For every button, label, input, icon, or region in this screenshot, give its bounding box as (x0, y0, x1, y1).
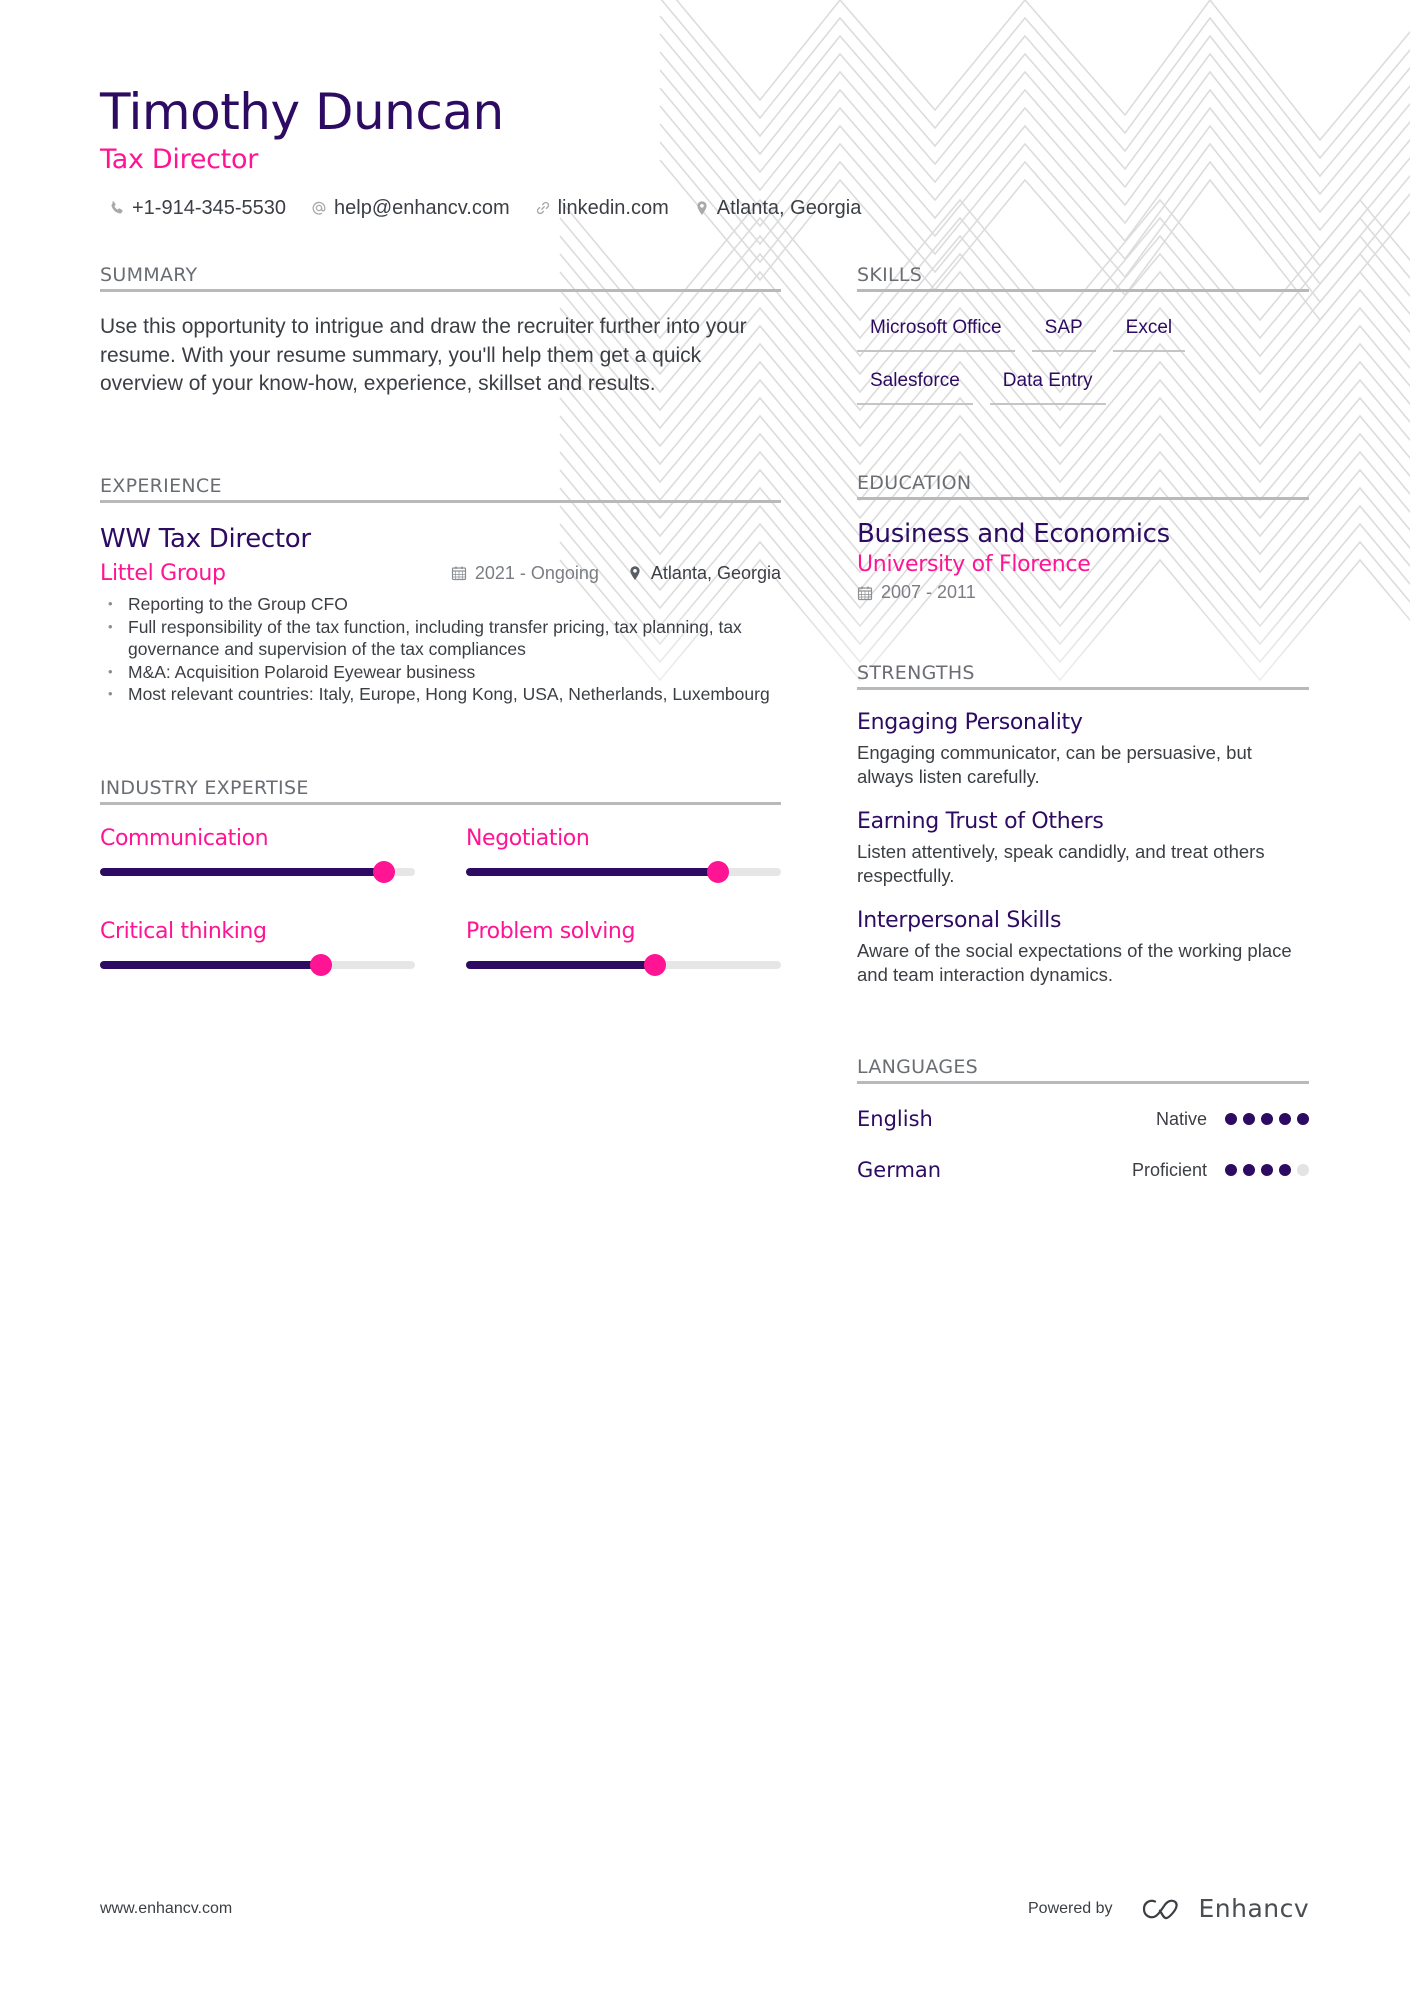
skill-tag: SAP (1032, 302, 1096, 352)
expertise-slider (100, 861, 415, 883)
strength-item (857, 807, 1309, 888)
expertise-label: Negotiation (466, 826, 590, 851)
location-pin-icon (693, 199, 711, 217)
language-proficiency (1132, 1160, 1309, 1181)
bullet-item: • Most relevant countries: Italy, Europe, Hong Kong, USA, Netherlands, Luxembourg (100, 683, 781, 706)
skill-tag: Salesforce (857, 355, 973, 405)
linkedin-text: linkedin.com (557, 196, 669, 219)
language-item-english (857, 1104, 1309, 1134)
dot-filled (1225, 1164, 1237, 1176)
strength-item (857, 906, 1309, 987)
candidate-title: Tax Director (100, 144, 258, 175)
section-heading-experience: EXPERIENCE (100, 475, 781, 503)
job-title: WW Tax Director (100, 524, 311, 554)
strengths-section (857, 662, 1309, 987)
job-dates-text: 2021 - Ongoing (474, 562, 599, 583)
expertise-label: Communication (100, 826, 269, 851)
strength-description: Aware of the social expectations of the working place and team interaction dynamics. (857, 940, 1292, 985)
dot-filled (1279, 1164, 1291, 1176)
dot-filled (1225, 1113, 1237, 1125)
slider-fill (466, 868, 718, 876)
job-dates (451, 563, 599, 584)
language-name: English (857, 1107, 933, 1131)
footer-website-link[interactable]: www.enhancv.com (100, 1900, 233, 1917)
expertise-label: Critical thinking (100, 919, 267, 944)
dot-filled (1297, 1113, 1309, 1125)
strength-description: Engaging communicator, can be persuasive, but always listen carefully. (857, 742, 1252, 787)
language-level: Native (1155, 1108, 1207, 1129)
proficiency-dots (1225, 1164, 1309, 1176)
footer-branding[interactable] (1028, 1894, 1309, 1923)
job-meta (423, 563, 781, 584)
slider-thumb (310, 954, 332, 976)
slider-thumb (707, 861, 729, 883)
skill-tag: Excel (1113, 302, 1185, 352)
expertise-slider (466, 861, 781, 883)
strength-item (857, 708, 1309, 789)
experience-section (100, 475, 781, 706)
language-item-german (857, 1155, 1309, 1185)
summary-text: Use this opportunity to intrigue and draw the recruiter further into your resume. With your resume summary, you'll help them get a quick overview of your know-how, experience, skillset and results. (100, 315, 747, 395)
calendar-icon (451, 565, 467, 581)
at-icon (310, 199, 328, 217)
summary-section (100, 264, 781, 399)
powered-by-label: Powered by (1028, 1899, 1113, 1917)
industry-expertise-section (100, 777, 781, 1011)
section-heading-industry-expertise: INDUSTRY EXPERTISE (100, 777, 781, 805)
contact-phone[interactable] (108, 197, 286, 220)
skill-tag: Data Entry (990, 355, 1106, 405)
expertise-item-critical-thinking (100, 918, 415, 1011)
contact-email[interactable] (310, 197, 510, 220)
dot-filled (1243, 1164, 1255, 1176)
email-text: help@enhancv.com (334, 196, 510, 219)
expertise-item-communication (100, 825, 415, 918)
expertise-item-negotiation (466, 825, 781, 918)
section-heading-strengths: STRENGTHS (857, 662, 1309, 690)
expertise-slider (100, 954, 415, 976)
dot-empty (1297, 1164, 1309, 1176)
job-location (627, 563, 781, 584)
slider-fill (100, 961, 321, 969)
expertise-slider (466, 954, 781, 976)
slider-thumb (373, 861, 395, 883)
education-dates-text: 2007 - 2011 (881, 582, 976, 602)
job-bullets (100, 593, 781, 706)
enhancv-logo-icon (1141, 1897, 1187, 1921)
link-icon (534, 199, 552, 217)
location-pin-icon (627, 565, 643, 581)
section-heading-summary: SUMMARY (100, 264, 781, 292)
location-text: Atlanta, Georgia (716, 196, 862, 219)
expertise-item-problem-solving (466, 918, 781, 1011)
section-heading-languages: LANGUAGES (857, 1056, 1309, 1084)
slider-fill (466, 961, 655, 969)
languages-section (857, 1056, 1309, 1185)
candidate-name: Timothy Duncan (100, 83, 504, 141)
expertise-grid (100, 825, 781, 1011)
language-level: Proficient (1131, 1159, 1207, 1180)
section-heading-skills: SKILLS (857, 264, 1309, 292)
phone-icon (108, 199, 126, 217)
skills-list (857, 302, 1309, 408)
education-dates (857, 582, 1309, 603)
dot-filled (1279, 1113, 1291, 1125)
contact-row (108, 194, 885, 222)
expertise-label: Problem solving (466, 919, 636, 944)
bullet-item: • Full responsibility of the tax function, including transfer pricing, tax planning, tax governance and supervision of the tax compliances (100, 616, 781, 661)
strength-title: Interpersonal Skills (857, 908, 1062, 933)
job-location-text: Atlanta, Georgia (650, 562, 781, 583)
language-name: German (857, 1158, 942, 1182)
experience-entry (100, 523, 781, 706)
proficiency-dots (1225, 1113, 1309, 1125)
dot-filled (1243, 1113, 1255, 1125)
education-degree: Business and Economics (857, 519, 1170, 549)
phone-text: +1-914-345-5530 (132, 196, 287, 219)
strength-description: Listen attentively, speak candidly, and treat others respectfully. (857, 841, 1265, 886)
contact-location (693, 197, 862, 220)
strength-title: Earning Trust of Others (857, 809, 1104, 834)
dot-filled (1261, 1113, 1273, 1125)
skill-tag: Microsoft Office (857, 302, 1015, 352)
calendar-icon (857, 585, 873, 601)
strength-title: Engaging Personality (857, 710, 1083, 735)
slider-thumb (644, 954, 666, 976)
enhancv-brand-name: Enhancv (1198, 1894, 1310, 1923)
section-heading-education: EDUCATION (857, 472, 1309, 500)
job-meta-row (100, 557, 781, 589)
skills-section (857, 264, 1309, 408)
education-school: University of Florence (857, 552, 1091, 577)
slider-fill (100, 868, 384, 876)
dot-filled (1261, 1164, 1273, 1176)
bullet-item: • Reporting to the Group CFO (100, 593, 781, 616)
contact-linkedin[interactable] (534, 197, 669, 220)
company-name: Littel Group (100, 560, 226, 586)
bullet-item: • M&A: Acquisition Polaroid Eyewear business (100, 661, 781, 684)
education-section (857, 472, 1309, 603)
language-proficiency (1156, 1109, 1309, 1130)
